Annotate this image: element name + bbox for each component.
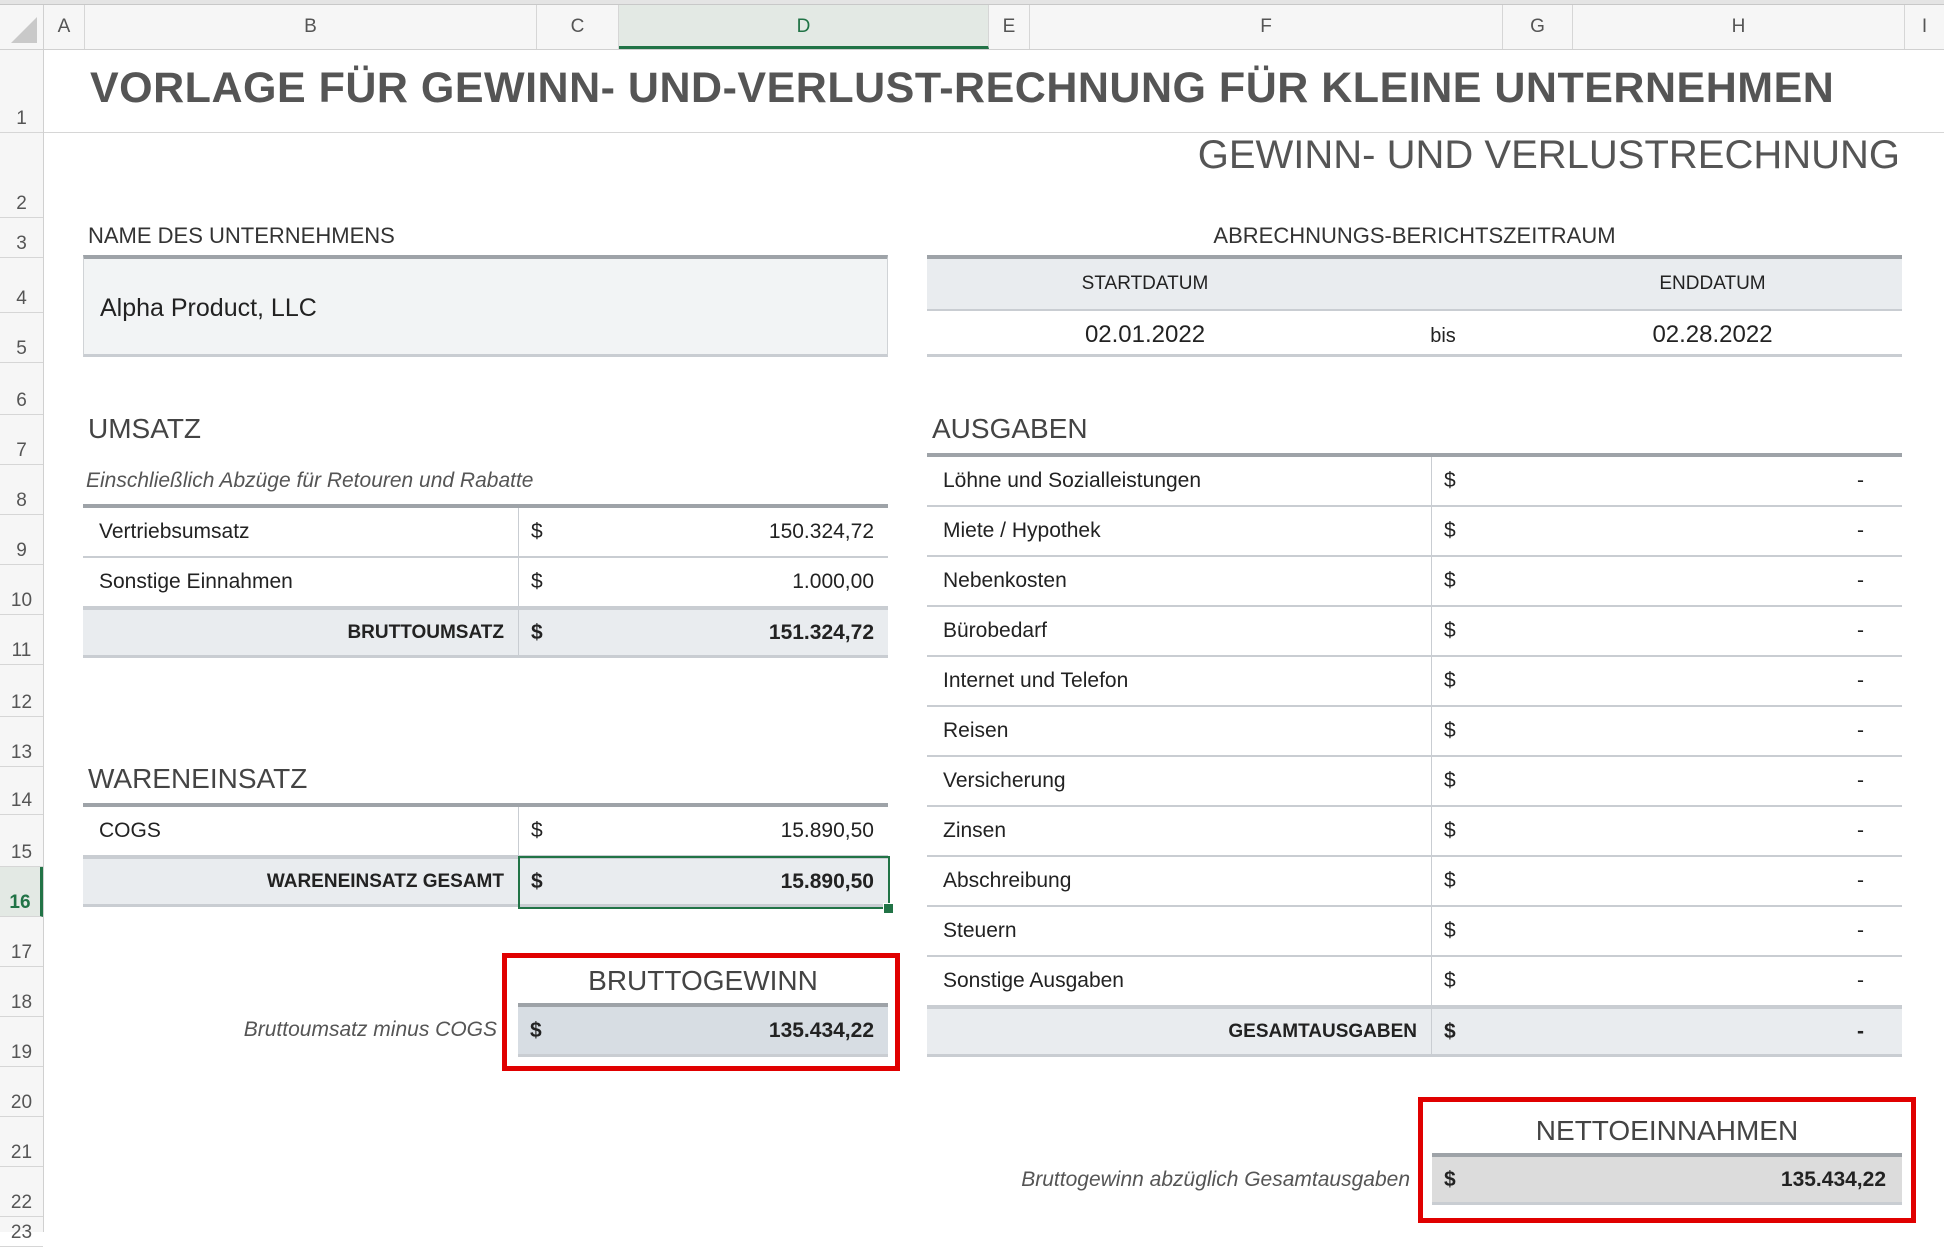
row-amount: - (1857, 969, 1864, 992)
table-row[interactable] (927, 707, 1902, 757)
expenses-total-row[interactable] (927, 1007, 1902, 1057)
table-row[interactable] (927, 657, 1902, 707)
row-amount: - (1857, 769, 1864, 792)
row-label: Reisen (927, 707, 1432, 755)
column-header-d[interactable]: D (619, 5, 989, 49)
end-date-label: ENDDATUM (1659, 273, 1766, 294)
row-label: Versicherung (927, 757, 1432, 805)
net-income-amount: 135.434,22 (1780, 1167, 1886, 1191)
table-row[interactable] (927, 907, 1902, 957)
row-label: Nebenkosten (927, 557, 1432, 605)
row-header-20[interactable]: 20 (0, 1067, 43, 1117)
row-amount: - (1857, 519, 1864, 542)
row-header-8[interactable]: 8 (0, 465, 43, 515)
row-header-17[interactable]: 17 (0, 917, 43, 967)
gross-profit-highlight (502, 953, 900, 1071)
total-amount: - (1857, 1019, 1864, 1043)
row-header-22[interactable]: 22 (0, 1167, 43, 1217)
row-amount: - (1857, 669, 1864, 692)
row-header-9[interactable]: 9 (0, 515, 43, 565)
row-label: Bürobedarf (927, 607, 1432, 655)
row-label: Sonstige Ausgaben (927, 957, 1432, 1005)
row-header-3[interactable]: 3 (0, 218, 43, 258)
column-header-a[interactable]: A (44, 5, 85, 49)
row-label: Miete / Hypothek (927, 507, 1432, 555)
row-currency: $ (1444, 869, 1456, 892)
row-header-7[interactable]: 7 (0, 415, 43, 465)
row-label: Zinsen (927, 807, 1432, 855)
row-currency: $ (1444, 769, 1456, 792)
row-header-1[interactable]: 1 (0, 50, 43, 133)
row-label: Löhne und Sozialleistungen (927, 457, 1432, 505)
row-header-13[interactable]: 13 (0, 717, 43, 767)
row-currency: $ (1444, 619, 1456, 642)
row-label: Internet und Telefon (927, 657, 1432, 705)
company-label[interactable]: NAME DES UNTERNEHMENS (88, 223, 395, 248)
row-header-4[interactable]: 4 (0, 258, 43, 313)
select-all-corner[interactable] (0, 5, 44, 49)
row-label: Abschreibung (927, 857, 1432, 905)
row-amount: - (1857, 719, 1864, 742)
table-row[interactable] (927, 457, 1902, 507)
row-amount: - (1857, 469, 1864, 492)
row-currency: $ (1444, 919, 1456, 942)
table-row[interactable] (927, 757, 1902, 807)
row-header-6[interactable]: 6 (0, 363, 43, 415)
row-header-12[interactable]: 12 (0, 665, 43, 717)
company-name: Alpha Product, LLC (100, 294, 317, 322)
period-label[interactable]: ABRECHNUNGS-BERICHTSZEITRAUM (1213, 223, 1616, 248)
column-header-g[interactable]: G (1503, 5, 1573, 49)
period-box (927, 255, 1902, 357)
total-label: WARENEINSATZ GESAMT (83, 859, 519, 904)
column-header-f[interactable]: F (1030, 5, 1503, 49)
row-amount: 15.890,50 (780, 819, 874, 842)
start-date-value[interactable]: 02.01.2022 (1084, 321, 1206, 348)
column-header-i[interactable]: I (1921, 16, 1928, 37)
row-amount: - (1857, 819, 1864, 842)
revenue-note[interactable]: Einschließlich Abzüge für Retouren und Rabatte (86, 469, 534, 492)
row-currency: $ (1444, 719, 1456, 742)
column-header-c[interactable]: C (537, 5, 619, 49)
total-amount: 15.890,50 (780, 869, 874, 893)
net-income-note[interactable]: Bruttogewinn abzüglich Gesamtausgaben (1021, 1168, 1410, 1191)
row-header-bar (0, 50, 44, 1243)
row-header-14[interactable]: 14 (0, 767, 43, 815)
expenses-heading[interactable]: AUSGABEN (932, 413, 1088, 444)
gross-profit-heading[interactable]: BRUTTOGEWINN (588, 965, 818, 996)
row-amount: 1.000,00 (792, 570, 874, 593)
table-row[interactable] (927, 557, 1902, 607)
table-row[interactable] (927, 857, 1902, 907)
row-header-23[interactable]: 23 (0, 1217, 43, 1247)
company-field[interactable] (83, 255, 888, 357)
row-header-16[interactable]: 16 (0, 867, 43, 917)
column-header-b[interactable]: B (85, 5, 537, 49)
row-currency: $ (531, 570, 543, 593)
table-row[interactable] (927, 807, 1902, 857)
gross-profit-amount: 135.434,22 (768, 1018, 874, 1042)
total-currency: $ (531, 620, 543, 644)
row-currency: $ (1444, 519, 1456, 542)
total-currency: $ (1444, 1019, 1456, 1043)
select-all-icon (11, 17, 37, 43)
table-row[interactable] (83, 807, 888, 857)
column-header-bar (0, 5, 1944, 50)
row-currency: $ (1444, 969, 1456, 992)
row-currency: $ (1444, 819, 1456, 842)
column-header-h[interactable]: H (1573, 5, 1905, 49)
cogs-heading[interactable]: WARENEINSATZ (88, 763, 308, 794)
net-income-highlight (1418, 1097, 1916, 1223)
row-label: COGS (83, 807, 519, 855)
page-subtitle[interactable]: GEWINN- UND VERLUSTRECHNUNG (1197, 133, 1900, 177)
revenue-total-row[interactable] (83, 608, 888, 658)
start-date-label: STARTDATUM (1081, 273, 1209, 294)
revenue-heading[interactable]: UMSATZ (88, 413, 202, 444)
row-currency: $ (1444, 469, 1456, 492)
net-income-heading[interactable]: NETTOEINNAHMEN (1535, 1115, 1799, 1146)
row-currency: $ (531, 520, 543, 543)
total-currency: $ (531, 869, 543, 893)
net-income-currency: $ (1444, 1167, 1456, 1191)
row-header-10[interactable]: 10 (0, 565, 43, 615)
table-row[interactable] (83, 558, 888, 608)
row-currency: $ (531, 819, 543, 842)
gross-profit-note[interactable]: Bruttoumsatz minus COGS (243, 1018, 497, 1041)
column-header-e[interactable]: E (989, 5, 1030, 49)
table-row[interactable] (927, 957, 1902, 1007)
row-header-11[interactable]: 11 (0, 615, 43, 665)
selected-cell-d16[interactable] (518, 856, 890, 909)
total-label: BRUTTOUMSATZ (83, 610, 519, 655)
row-label: Vertriebsumsatz (83, 508, 519, 556)
row-amount: - (1857, 919, 1864, 942)
row-amount: - (1857, 569, 1864, 592)
row-header-21[interactable]: 21 (0, 1117, 43, 1167)
row-amount: 150.324,72 (768, 520, 874, 543)
row-header-5[interactable]: 5 (0, 313, 43, 363)
total-amount: 151.324,72 (768, 620, 874, 644)
row-header-18[interactable]: 18 (0, 967, 43, 1017)
table-row[interactable] (83, 508, 888, 558)
row-header-19[interactable]: 19 (0, 1017, 43, 1067)
page-title[interactable]: VORLAGE FÜR GEWINN- UND-VERLUST-RECHNUNG FÜR KLEINE UNTERNEHMEN (90, 64, 1835, 112)
row-currency: $ (1444, 569, 1456, 592)
end-date-value[interactable]: 02.28.2022 (1652, 321, 1773, 348)
period-separator: bis (1430, 325, 1456, 347)
row-amount: - (1857, 869, 1864, 892)
fill-handle[interactable] (883, 903, 894, 914)
row-header-15[interactable]: 15 (0, 815, 43, 867)
row-currency: $ (1444, 669, 1456, 692)
gross-profit-currency: $ (530, 1018, 542, 1042)
row-label: Sonstige Einnahmen (83, 558, 519, 606)
table-row[interactable] (927, 507, 1902, 557)
row-label: Steuern (927, 907, 1432, 955)
total-label: GESAMTAUSGABEN (927, 1009, 1432, 1054)
table-row[interactable] (927, 607, 1902, 657)
row-amount: - (1857, 619, 1864, 642)
row-header-2[interactable]: 2 (0, 133, 43, 218)
